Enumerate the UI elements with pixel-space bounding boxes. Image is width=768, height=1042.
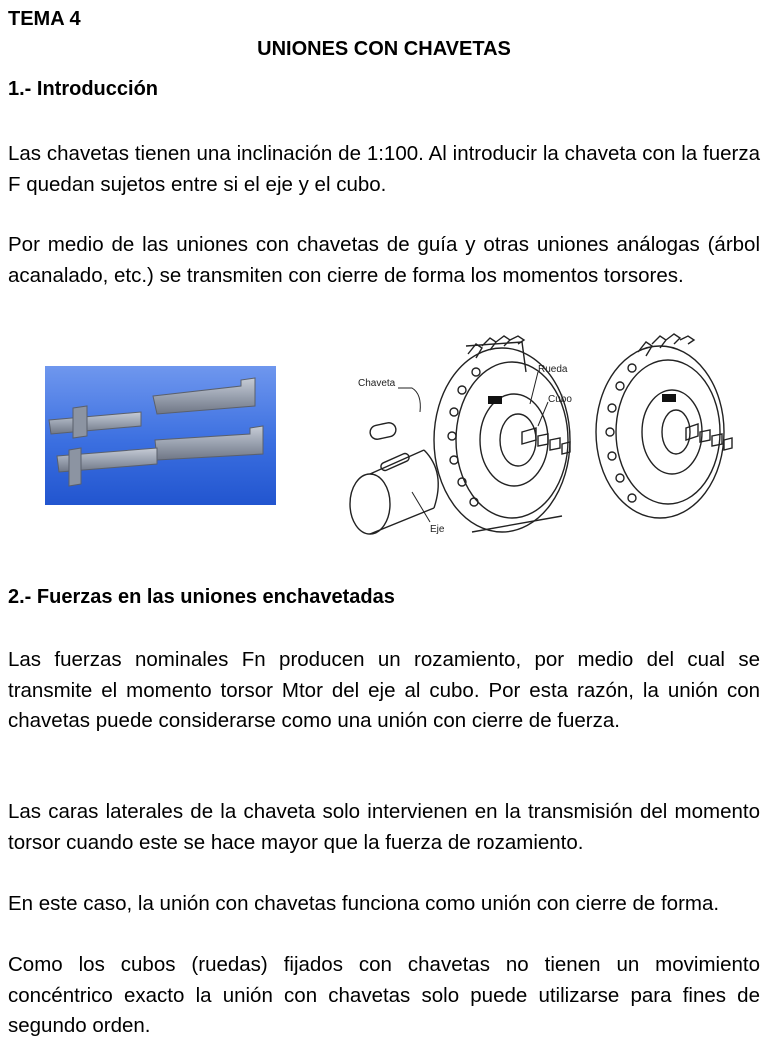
shaft-far-end xyxy=(424,450,438,508)
wheel-right-outer xyxy=(596,346,724,518)
topic-label: TEMA 4 xyxy=(8,8,81,30)
wheel-right-hub xyxy=(642,390,702,474)
shaft-end xyxy=(350,474,390,534)
key-assembly-diagram xyxy=(342,332,752,544)
shaft-keyway xyxy=(380,452,411,472)
section-1-heading: 1.- Introducción xyxy=(8,78,158,100)
paragraph-forces-3: En este caso, la unión con chavetas funciona como unión con cierre de forma. xyxy=(8,892,720,915)
figure-area xyxy=(8,332,760,544)
key-in-wheel-left xyxy=(488,396,502,404)
page-title: UNIONES CON CHAVETAS xyxy=(257,38,511,60)
section-2-heading: 2.- Fuerzas en las uniones enchavetadas xyxy=(8,586,395,608)
label-rueda: Rueda xyxy=(538,364,568,375)
key-in-wheel-right xyxy=(662,394,676,402)
wheel-right-rim xyxy=(616,360,720,504)
paragraph-intro-2: Por medio de las uniones con chavetas de guía y otras uniones análogas (árbol acanalado, etc.) se transmiten con cierre de forma los momentos torsores. xyxy=(8,233,760,287)
key-shape xyxy=(369,421,397,440)
label-eje: Eje xyxy=(430,524,445,535)
wheel-left-teeth-side xyxy=(522,428,570,454)
paragraph-intro-1: Las chavetas tienen una inclinación de 1:100. Al introducir la chaveta con la fuerza F quedan sujetos entre si el eje y el cubo. xyxy=(8,142,760,196)
wheel-right-teeth-side xyxy=(686,424,732,450)
paragraph-forces-2: Las caras laterales de la chaveta solo intervienen en la transmisión del momento torsor cuando este se hace mayor que la fuerza de rozamiento. xyxy=(8,800,760,854)
wheel-left-bore xyxy=(500,414,536,466)
paragraph-forces-4: Como los cubos (ruedas) fijados con chavetas no tienen un movimiento concéntrico exacto la unión con chavetas solo puede utilizarse para fines de segundo orden. xyxy=(8,953,760,1037)
label-chaveta: Chaveta xyxy=(358,378,396,389)
keys-photo-drawing xyxy=(45,366,276,505)
paragraph-forces-1: Las fuerzas nominales Fn producen un rozamiento, por medio del cual se transmite el momento torsor Mtor del eje al cubo. Por esta razón, la unión con chavetas puede considerarse como una unión con cierre de fuerza. xyxy=(8,648,760,732)
keys-photo xyxy=(45,366,276,505)
label-cubo: Cubo xyxy=(548,394,572,405)
